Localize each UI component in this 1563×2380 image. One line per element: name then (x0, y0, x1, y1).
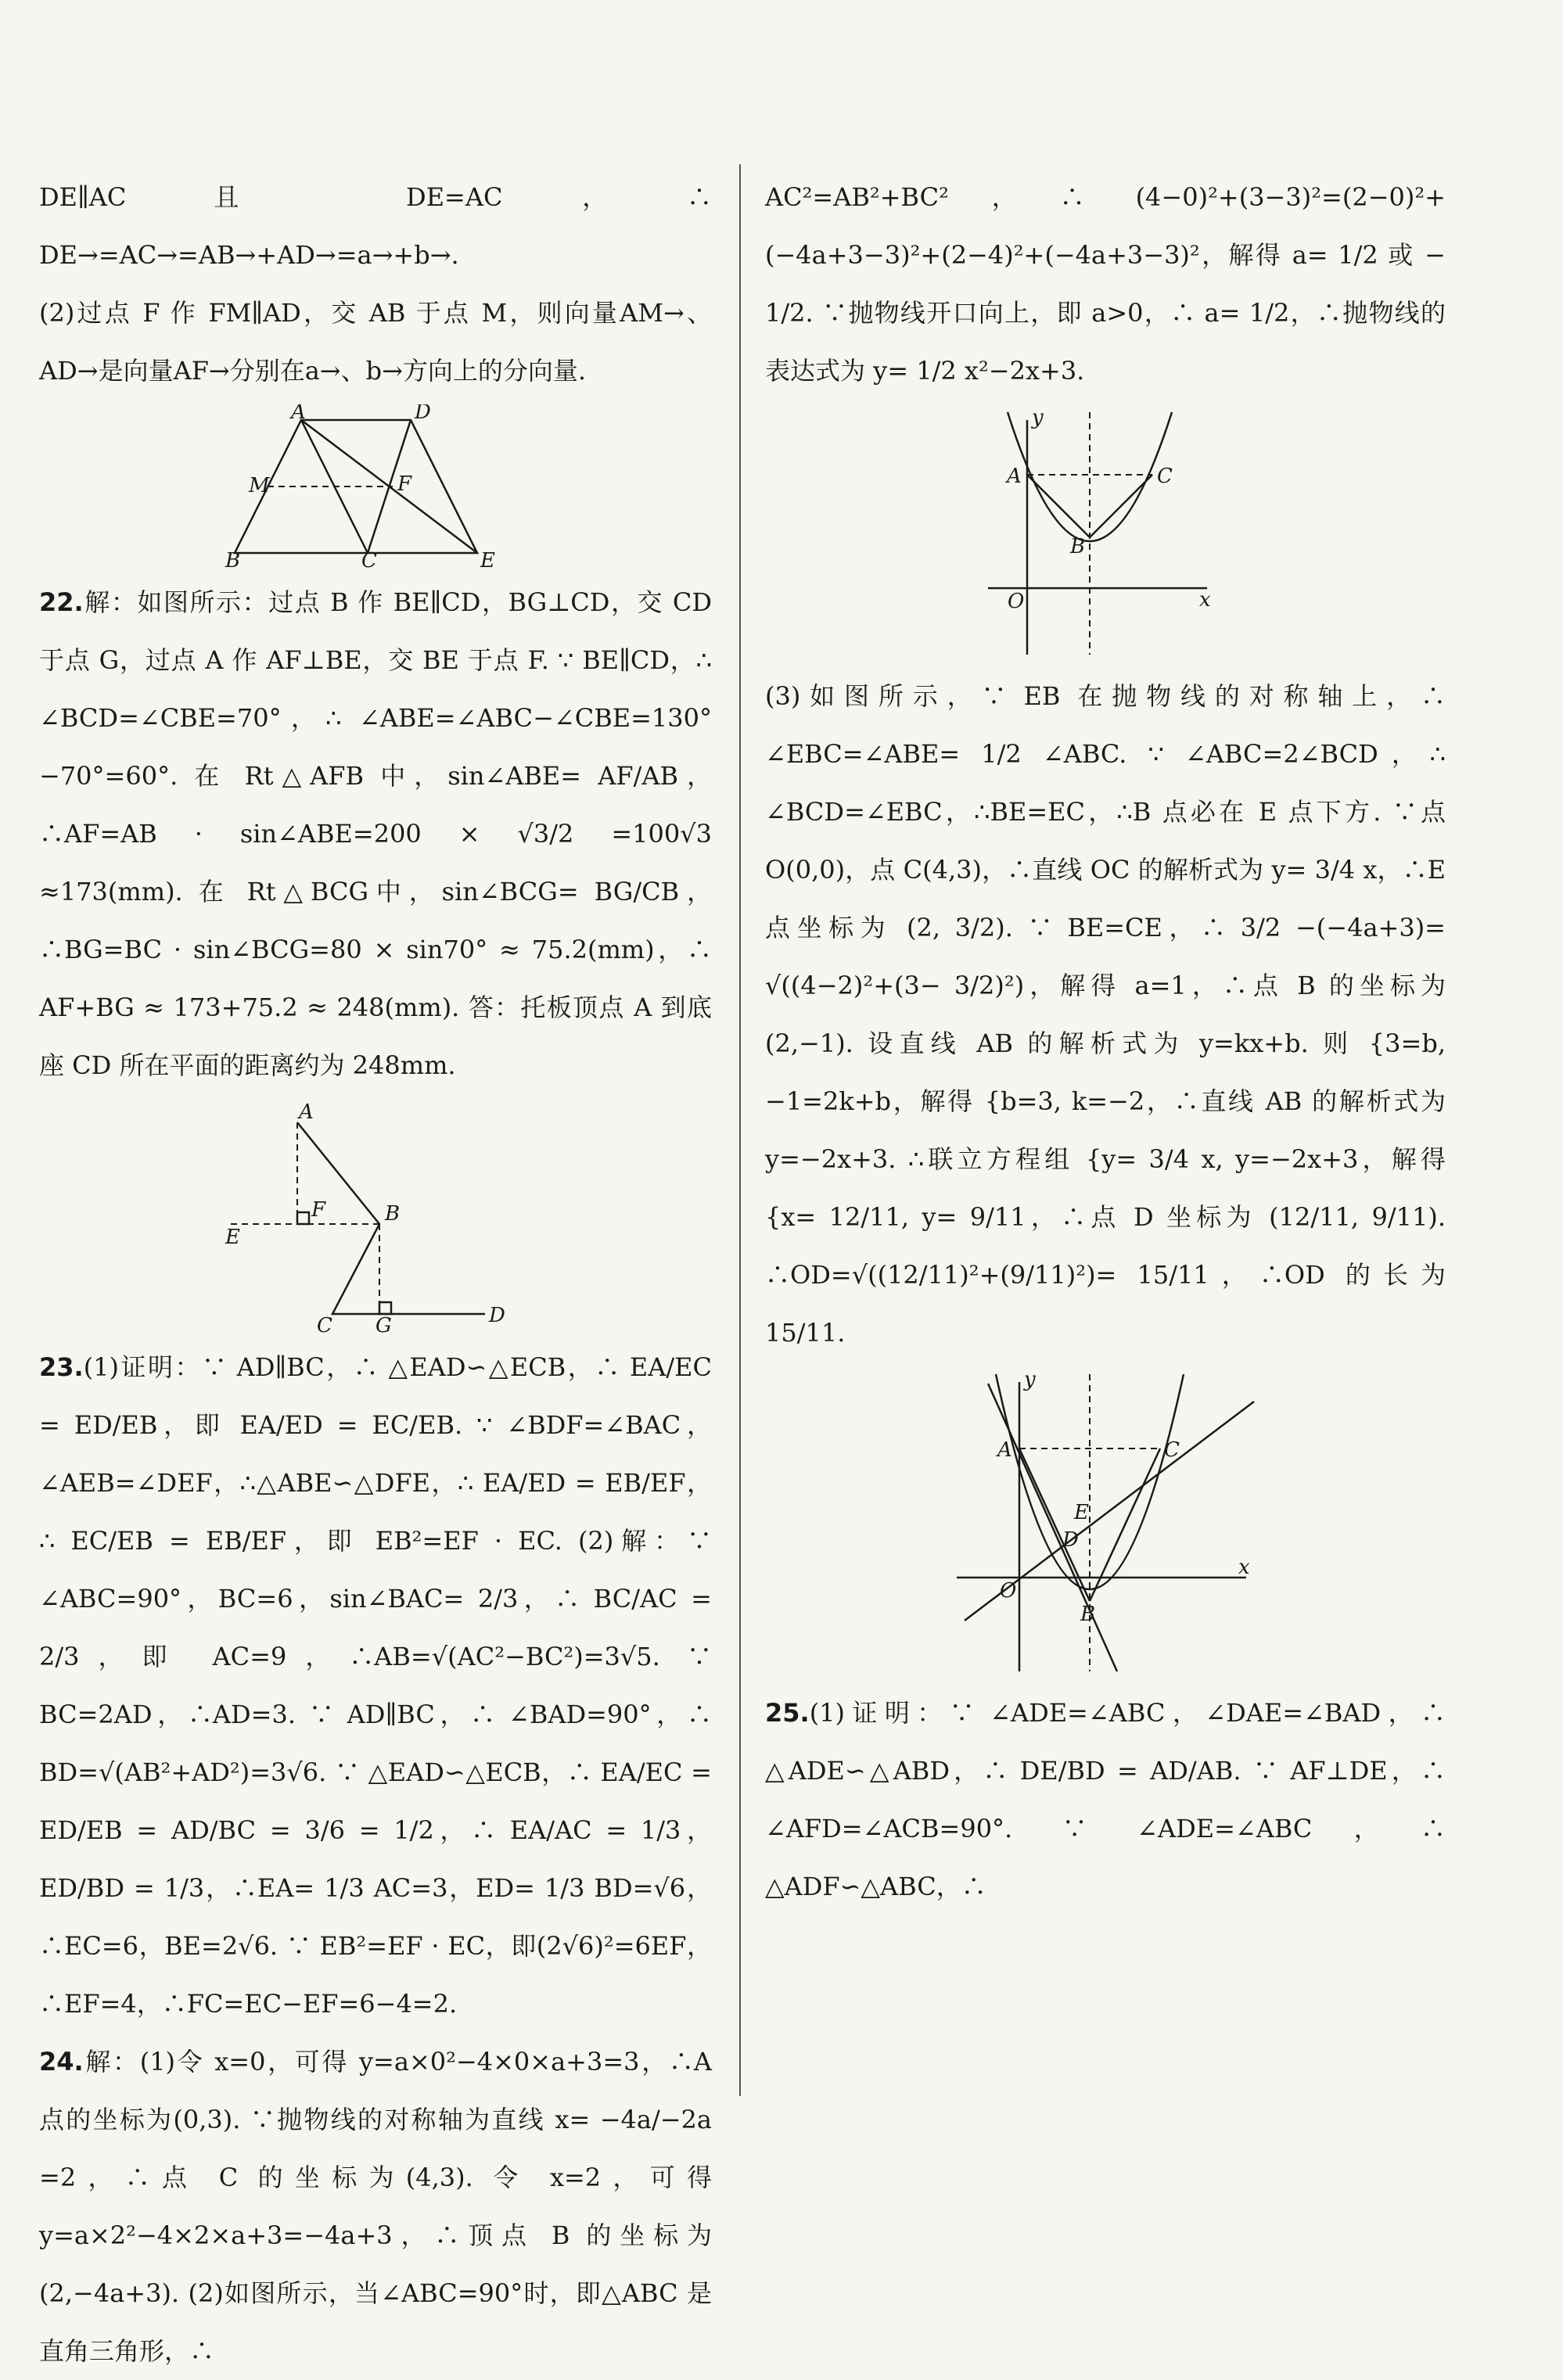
label-A: A (997, 1438, 1012, 1462)
left-column (39, 168, 712, 2380)
q25-text: (1)证明：∵ ∠ADE=∠ABC，∠DAE=∠BAD，∴ △ADE∽△ABD，∴ DE/BD = AD/AB. ∵ AF⊥DE，∴ ∠AFD=∠ACB=90°. ∵ ∠ADE=∠ABC，∴ △ADF∽△ABC，∴ (765, 1698, 1446, 1901)
label-y: y (1032, 406, 1044, 429)
figure-parabola-1 (972, 404, 1238, 662)
figure-parabola-2 (941, 1366, 1270, 1679)
label-O: O (1008, 590, 1025, 613)
label-O: O (1000, 1579, 1017, 1603)
label-E: E (1074, 1501, 1089, 1524)
label-C: C (361, 549, 377, 569)
label-B: B (1070, 535, 1086, 558)
q24-number: 24. (39, 2047, 84, 2077)
label-D: D (415, 404, 431, 424)
label-E: E (225, 1226, 240, 1249)
right-column (765, 168, 1446, 1915)
q24-text: 解：(1)令 x=0，可得 y=a×0²−4×0×a+3=3，∴A 点的坐标为(0,3). ∵抛物线的对称轴为直线 x= −4a/−2a =2，∴点 C 的坐标为(4,3). 令 x=2，可得 y=a×2²−4×2×a+3=−4a+3，∴顶点 B 的坐标为(2,−4a+3). (2)如图所示，当∠ABC=90°时，即△ABC 是直角三角形，∴ (39, 2047, 712, 2366)
q24-part2-end: AC²=AB²+BC²，∴ (4−0)²+(3−3)²=(2−0)²+(−4a+3−3)²+(2−4)²+(−4a+3−3)²，解得 a= 1/2 或 − 1/2. ∵抛物线开口向上，即 a>0，∴ a= 1/2，∴抛物线的表达式为 y= 1/2 x²−2x+3. (765, 182, 1446, 386)
q25 (765, 1684, 1446, 1915)
q21-part2: (2)过点 F 作 FM∥AD，交 AB 于点 M，则向量AM→、AD→是向量AF→分别在a→、b→方向上的分向量. (39, 298, 712, 386)
figure-trapezoid (219, 404, 532, 569)
q23 (39, 1338, 712, 2033)
q23-number: 23. (39, 1352, 84, 1382)
label-A: A (291, 404, 306, 424)
label-B: B (1080, 1603, 1096, 1626)
label-A: A (1007, 465, 1022, 488)
label-D: D (1062, 1528, 1079, 1552)
q22 (39, 573, 712, 1094)
q21-part1-end: DE∥AC 且 DE=AC，∴ DE→=AC→=AB→+AD→=a→+b→. (39, 182, 712, 270)
label-C: C (1164, 1438, 1180, 1462)
column-divider (739, 164, 741, 2096)
label-A: A (299, 1100, 314, 1124)
figure-bracket (219, 1099, 532, 1334)
label-D: D (489, 1304, 505, 1327)
label-x: x (1199, 588, 1211, 612)
q22-number: 22. (39, 587, 84, 617)
label-E: E (480, 549, 495, 569)
label-y: y (1024, 1368, 1036, 1391)
q25-number: 25. (765, 1698, 810, 1728)
label-F: F (311, 1198, 326, 1222)
q24-part3: (3)如图所示，∵ EB 在抛物线的对称轴上，∴ ∠EBC=∠ABE= 1/2 ∠ABC. ∵ ∠ABC=2∠BCD，∴ ∠BCD=∠EBC，∴BE=EC，∴B 点必在 E 点下方. ∵点 O(0,0)，点 C(4,3)，∴直线 OC 的解析式为 y= 3/4 x，∴E 点坐标为 (2, 3/2). ∵ BE=CE，∴ 3/2 −(−4a+3)= √((4−2)²+(3− 3/2)²)，解得 a=1，∴点 B 的坐标为(2,−1). 设直线 AB 的解析式为 y=kx+b. 则 {3=b, −1=2k+b，解得 {b=3, k=−2，∴直线 AB 的解析式为 y=−2x+3. ∴联立方程组 {y= 3/4 x, y=−2x+3，解得 {x= 12/11, y= 9/11，∴点 D 坐标为 (12/11, 9/11). ∴OD=√((12/11)²+(9/11)²)= 15/11，∴OD 的长为 15/11. (765, 681, 1446, 1348)
q24 (39, 2033, 712, 2380)
label-M: M (249, 474, 270, 497)
label-x: x (1238, 1556, 1250, 1579)
q22-text: 解：如图所示：过点 B 作 BE∥CD，BG⊥CD，交 CD 于点 G，过点 A 作 AF⊥BE，交 BE 于点 F. ∵ BE∥CD，∴ ∠BCD=∠CBE=70°，∴ ∠ABE=∠ABC−∠CBE=130°−70°=60°. 在 Rt△AFB 中，sin∠ABE= AF/AB，∴AF=AB · sin∠ABE=200 × √3/2 =100√3 ≈173(mm). 在 Rt△BCG中，sin∠BCG= BG/CB，∴BG=BC · sin∠BCG=80 × sin70° ≈ 75.2(mm)，∴ AF+BG ≈ 173+75.2 ≈ 248(mm). 答：托板顶点 A 到底座 CD 所在平面的距离约为 248mm. (39, 587, 712, 1080)
label-C: C (317, 1314, 332, 1334)
label-C: C (1157, 465, 1173, 488)
label-F: F (397, 472, 412, 496)
label-B: B (225, 549, 241, 569)
label-G: G (375, 1314, 392, 1334)
label-B: B (385, 1202, 401, 1226)
q23-text: (1)证明：∵ AD∥BC，∴ △EAD∽△ECB，∴ EA/EC = ED/EB，即 EA/ED = EC/EB. ∵ ∠BDF=∠BAC，∠AEB=∠DEF，∴△ABE∽△DFE，∴ EA/ED = EB/EF，∴ EC/EB = EB/EF，即 EB²=EF · EC. (2)解：∵ ∠ABC=90°，BC=6，sin∠BAC= 2/3，∴ BC/AC = 2/3，即 AC=9，∴AB=√(AC²−BC²)=3√5. ∵ BC=2AD，∴AD=3. ∵ AD∥BC，∴ ∠BAD=90°，∴ BD=√(AB²+AD²)=3√6. ∵ △EAD∽△ECB，∴ EA/EC = ED/EB = AD/BC = 3/6 = 1/2，∴ EA/AC = 1/3，ED/BD = 1/3，∴EA= 1/3 AC=3，ED= 1/3 BD=√6，∴EC=6，BE=2√6. ∵ EB²=EF · EC，即(2√6)²=6EF，∴EF=4，∴FC=EC−EF=6−4=2. (39, 1352, 712, 2019)
